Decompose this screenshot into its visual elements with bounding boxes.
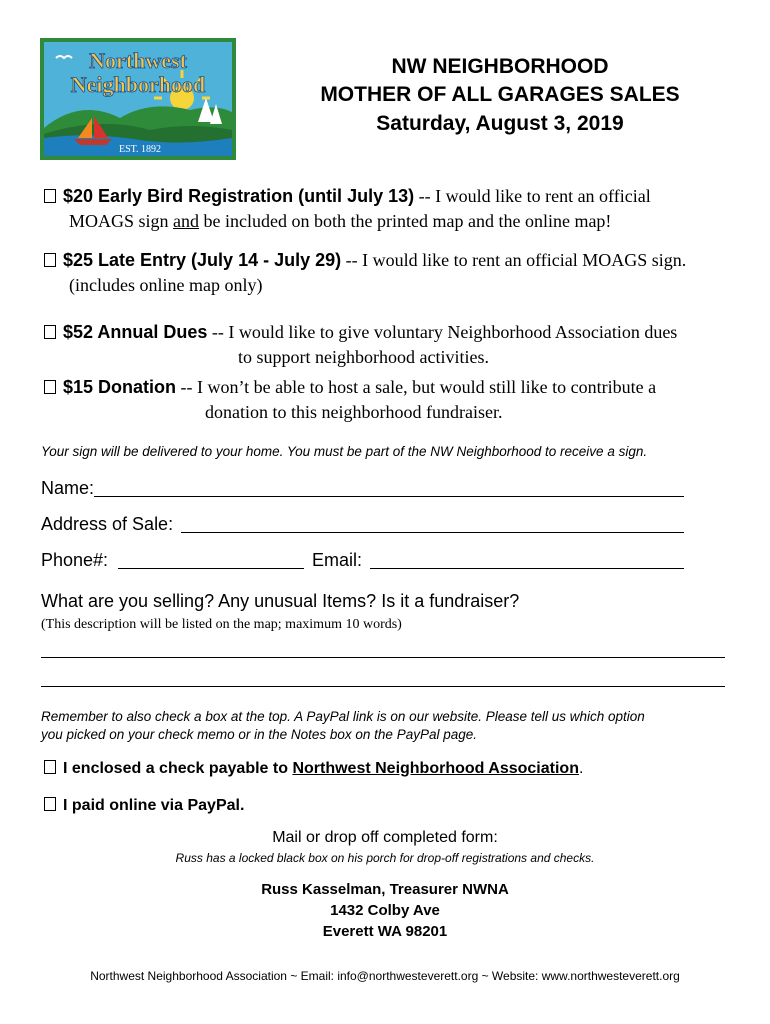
email-field[interactable]: [370, 568, 684, 569]
mail-city: Everett WA 98201: [322, 923, 448, 940]
northwest-neighborhood-logo: [40, 38, 236, 160]
late-entry-text-b: (includes online map only): [69, 275, 263, 295]
title-line1: NW NEIGHBORHOOD: [391, 55, 609, 78]
selling-field-line-1[interactable]: [41, 657, 725, 658]
email-label: Email:: [312, 550, 363, 570]
early-bird-title: $20 Early Bird Registration (until July 13): [63, 186, 415, 206]
donation-title: $15 Donation: [63, 377, 177, 397]
late-entry-checkbox[interactable]: [44, 253, 56, 267]
name-label: Name:: [41, 478, 95, 498]
late-entry-text-a: -- I would like to rent an official MOAGS sign.: [341, 250, 687, 270]
address-field[interactable]: [181, 532, 684, 533]
payment-note-line2: you picked on your check memo or in the Notes box on the PayPal page.: [41, 727, 478, 742]
title-date: Saturday, August 3, 2019: [376, 112, 624, 135]
check-payee: Northwest Neighborhood Association: [292, 760, 579, 777]
early-bird-text-b-pre: MOAGS sign: [69, 211, 174, 231]
option-late-entry: [44, 248, 744, 272]
paypal-checkbox[interactable]: [44, 797, 56, 811]
donation-checkbox[interactable]: [44, 380, 56, 394]
annual-dues-title: $52 Annual Dues: [63, 322, 208, 342]
check-text: I enclosed a check payable to: [63, 760, 293, 777]
early-bird-checkbox[interactable]: [44, 189, 56, 203]
option-paid-check: [44, 760, 583, 778]
option-paid-paypal: [44, 797, 244, 815]
early-bird-text-b-post: be included on both the printed map and the online map!: [199, 211, 612, 231]
address-label: Address of Sale:: [41, 514, 174, 534]
logo-est: EST. 1892: [118, 144, 162, 155]
footer-contact: Northwest Neighborhood Association ~ Email: info@northwesteverett.org ~ Website: www.northwesteverett.org: [90, 969, 680, 983]
name-field[interactable]: [94, 496, 684, 497]
payment-note-line1: Remember to also check a box at the top. A PayPal link is on our website. Please tell us which option: [41, 709, 645, 724]
early-bird-text-line2: [69, 209, 749, 233]
annual-dues-text-a: -- I would like to give voluntary Neighborhood Association dues: [207, 322, 678, 342]
logo-line2: Neighborhood: [70, 72, 206, 97]
logo-line1: Northwest: [89, 48, 187, 73]
early-bird-text-a: -- I would like to rent an official: [414, 186, 651, 206]
title-line2: MOTHER OF ALL GARAGES SALES: [320, 83, 680, 106]
phone-label: Phone#:: [41, 550, 109, 570]
mail-heading: Mail or drop off completed form:: [272, 829, 498, 846]
early-bird-and: and: [173, 211, 200, 231]
mail-name: Russ Kasselman, Treasurer NWNA: [261, 881, 509, 898]
phone-field[interactable]: [118, 568, 304, 569]
donation-text-b: donation to this neighborhood fundraiser.: [205, 402, 503, 422]
late-entry-title: $25 Late Entry (July 14 - July 29): [63, 250, 342, 270]
donation-text-a: -- I won’t be able to host a sale, but would still like to contribute a: [176, 377, 657, 397]
selling-field-line-2[interactable]: [41, 686, 725, 687]
paypal-text: I paid online via PayPal.: [63, 797, 245, 814]
mail-note: Russ has a locked black box on his porch for drop-off registrations and checks.: [175, 851, 595, 865]
option-early-bird: [44, 184, 744, 208]
mail-street: 1432 Colby Ave: [330, 902, 440, 919]
option-annual-dues: [44, 320, 744, 344]
selling-note: (This description will be listed on the map; maximum 10 words): [41, 617, 402, 632]
option-donation: [44, 375, 744, 399]
check-period: .: [578, 760, 584, 777]
sign-delivery-note: Your sign will be delivered to your home. You must be part of the NW Neighborhood to receive a sign.: [41, 444, 648, 459]
annual-dues-checkbox[interactable]: [44, 325, 56, 339]
annual-dues-text-b: to support neighborhood activities.: [238, 347, 489, 367]
check-checkbox[interactable]: [44, 760, 56, 774]
selling-question: What are you selling? Any unusual Items? Is it a fundraiser?: [41, 591, 520, 611]
